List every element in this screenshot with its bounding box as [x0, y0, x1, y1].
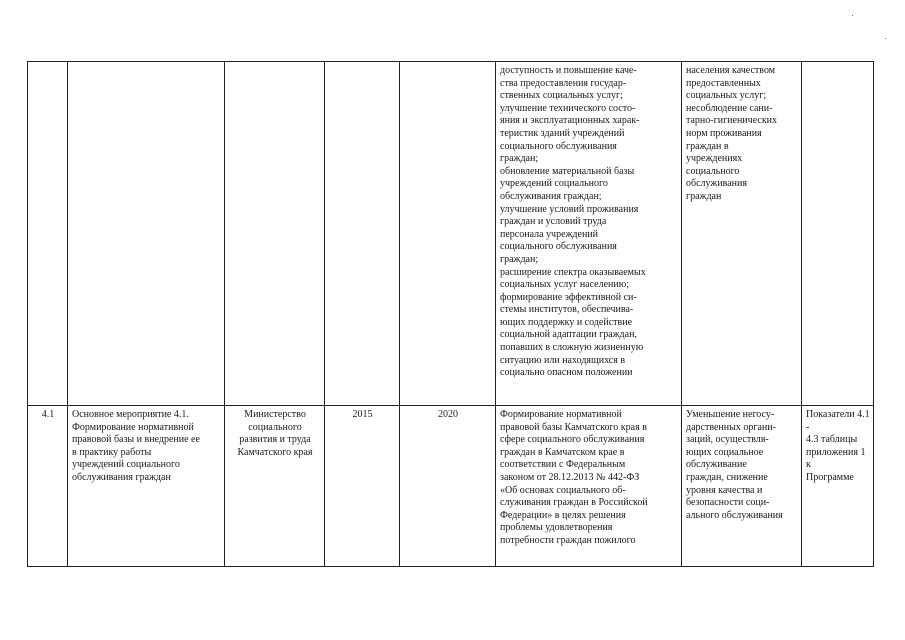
consequences: Уменьшение негосу- дарственных органи- заций, осуществля- ющих социальное обслуживание граждан, снижение уровня качества и безопасности соци- ального обслуживания [682, 406, 802, 567]
table-row [28, 406, 874, 567]
expected-result: Формирование нормативной правовой базы Камчатского края в сфере социального обслуживания граждан в Камчатском крае в соответствии с Федеральным законом от 28.12.2013 № 442-ФЗ «Об основах социального об- служивания граждан в Российской Федерации» в целях решения проблемы удовлетворения потребности граждан пожилого [496, 406, 682, 567]
expected-result: доступность и повышение каче- ства предоставления государ- ственных социальных услуг; улучшение технического состо- яния и эксплуатационных харак- теристик зданий учреждений социального обслуживания граждан; обновление материальной базы учреждений социального обслуживания граждан; улучшение условий проживания граждан и условий труда персонала учреждений социального обслуживания граждан; расширение спектра оказываемых социальных услуг населению; формирование эффективной си- стемы институтов, обеспечива- ющих поддержку и содействие социальной адаптации граждан, попавших в сложную жизненную ситуацию или находящихся в социально опасном положении [496, 62, 682, 406]
activity-name [68, 62, 225, 406]
executor [225, 62, 325, 406]
end-year [400, 62, 496, 406]
consequences: населения качеством предоставленных социальных услуг; несоблюдение сани- тарно-гигиенических норм проживания граждан в учреждениях социального обслуживания граждан [682, 62, 802, 406]
indicators: Показатели 4.1 - 4.3 таблицы приложения 1 к Программе [802, 406, 874, 567]
activity-name: Основное мероприятие 4.1. Формирование нормативной правовой базы и внедрение ее в практику работы учреждений социального обслуживания граждан [68, 406, 225, 567]
scan-mark: · [884, 33, 887, 43]
table-row [28, 62, 874, 406]
end-year: 2020 [400, 406, 496, 567]
row-number [28, 62, 68, 406]
program-table [27, 61, 874, 567]
start-year [325, 62, 400, 406]
scan-mark: · [851, 10, 854, 20]
executor: Министерство социального развития и труда Камчатского края [225, 406, 325, 567]
indicators [802, 62, 874, 406]
row-number: 4.1 [28, 406, 68, 567]
start-year: 2015 [325, 406, 400, 567]
